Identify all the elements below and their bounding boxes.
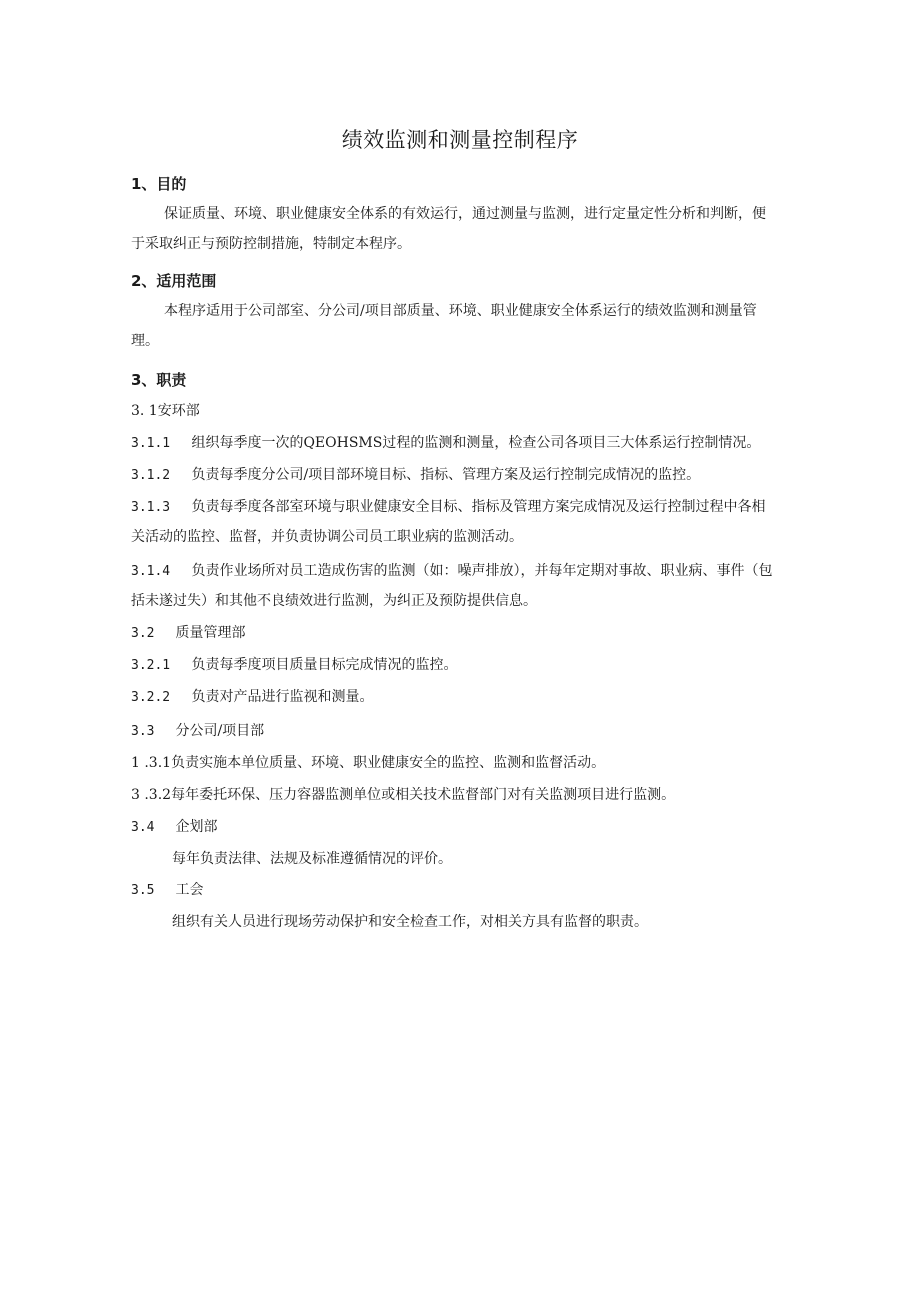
section-2-line-1: 本程序适用于公司部室、分公司/项目部质量、环境、职业健康安全体系运行的绩效监测和测量管 [164,303,757,319]
section-1-heading: 1、目的 [131,175,187,193]
item-number: 3.3 [131,724,155,739]
item-text: 负责每季度各部室环境与职业健康安全目标、指标及管理方案完成情况及运行控制过程中各相 [191,499,766,515]
section-1-line-1: 保证质量、环境、职业健康安全体系的有效运行，通过测量与监测，进行定量定性分析和判断，便 [164,206,766,222]
item-3-4-text: 每年负责法律、法规及标准遵循情况的评价。 [172,851,452,867]
item-number: 3.4 [131,820,155,835]
item-3-1-1 [131,427,760,460]
item-3-1-3-cont: 关活动的监控、监督，并负责协调公司员工职业病的监测活动。 [131,529,523,545]
subsection-3-5 [131,874,203,907]
item-number: 3.1.3 [131,500,171,515]
item-text: 质量管理部 [175,625,246,641]
section-2-heading: 2、适用范围 [131,272,217,290]
item-3-1-2 [131,459,700,492]
item-number: 3.2.1 [131,658,171,673]
item-number: 3.5 [131,883,155,898]
item-text: 企划部 [175,819,218,835]
subsection-3-1: 3. 1安环部 [131,403,200,419]
subsection-3-3 [131,715,264,748]
item-number: 3.1.2 [131,468,171,483]
item-number: 3.1.4 [131,564,171,579]
item-3-3-1: 1 .3.1负责实施本单位质量、环境、职业健康安全的监控、监测和监督活动。 [131,755,606,771]
subsection-3-4 [131,811,217,844]
item-text: 负责作业场所对员工造成伤害的监测（如：噪声排放），并每年定期对事故、职业病、事件（包 [191,563,773,579]
item-text: 分公司/项目部 [175,723,265,739]
section-1-line-2: 于采取纠正与预防控制措施，特制定本程序。 [131,236,411,252]
item-text: 负责对产品进行监视和测量。 [191,689,374,705]
item-3-3-2: 3 .3.2每年委托环保、压力容器监测单位或相关技术监督部门对有关监测项目进行监测。 [131,787,676,803]
item-3-1-3 [131,491,765,524]
item-number: 3.1.1 [131,436,171,451]
item-text: 组织每季度一次的QEOHSMS过程的监测和测量，检查公司各项目三大体系运行控制情况。 [191,435,761,451]
item-text: 负责每季度项目质量目标完成情况的监控。 [191,657,458,673]
subsection-3-2 [131,617,245,650]
document-title: 绩效监测和测量控制程序 [341,128,579,152]
item-3-1-4-cont: 括未遂过失）和其他不良绩效进行监测，为纠正及预防提供信息。 [131,593,537,609]
item-3-5-text: 组织有关人员进行现场劳动保护和安全检查工作，对相关方具有监督的职责。 [172,914,648,930]
item-3-2-2 [131,681,373,714]
section-3-heading: 3、职责 [131,371,187,389]
item-number: 3.2 [131,626,155,641]
section-2-line-2: 理。 [131,333,159,349]
item-3-2-1 [131,649,457,682]
item-number: 3.2.2 [131,690,171,705]
item-3-1-4 [131,555,772,588]
item-text: 负责每季度分公司/项目部环境目标、指标、管理方案及运行控制完成情况的监控。 [191,467,701,483]
item-text: 工会 [175,882,204,898]
